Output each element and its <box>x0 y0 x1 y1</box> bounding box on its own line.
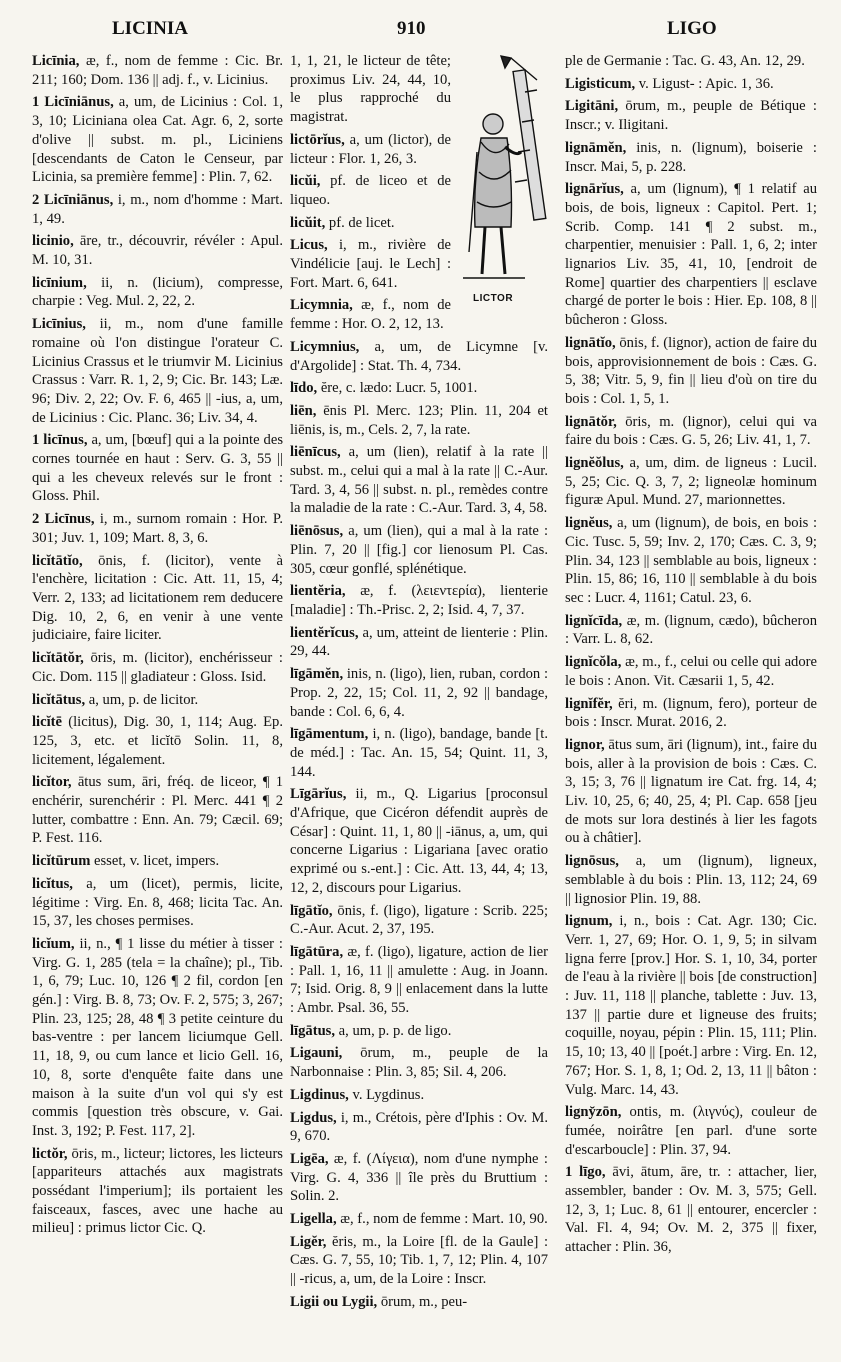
entry-definition: a, um, atteint de lienterie : Plin. 29, 44. <box>290 624 548 660</box>
dictionary-entry <box>32 431 283 506</box>
dictionary-entry <box>32 852 283 871</box>
entry-definition: a, um (lien), relatif à la rate || subst. m., celui qui a mal à la rate || C.-Aur. Tard. 3, 4, 56 || subst. n. pl., remèdes contre la maladie de la rate : C.-Aur. Tard. 3, 4, 58. <box>290 444 548 517</box>
entry-headword: lignātĭo, <box>565 334 616 351</box>
dictionary-entry <box>565 612 817 649</box>
dictionary-entry <box>565 52 817 71</box>
dictionary-entry <box>290 902 548 939</box>
entry-headword: licĭum, <box>32 935 75 952</box>
entry-definition: a, um, dim. de ligneus : Lucil. 5, 25; Cic. Q. 3, 7, 2; ligneolæ hominum figuræ Apul. Mund. 27, marionnettes. <box>565 455 817 509</box>
entry-definition: æ, f., nom de femme : Cic. Br. 211; 160; Dom. 136 || adj. f., v. Licinius. <box>32 53 283 88</box>
dictionary-entry <box>32 93 283 187</box>
entry-definition: (licitus), Dig. 30, 1, 114; Aug. Ep. 125, 3, etc. et licĭtō Solin. 11, 8, licitement, légalement. <box>32 714 283 768</box>
entry-definition: i, n. (ligo), bandage, bande [t. de méd.] : Tac. An. 15, 54; Quint. 11, 3, 144. <box>290 726 548 780</box>
dictionary-entry <box>32 52 283 89</box>
dictionary-entry <box>32 274 283 311</box>
dictionary-entry <box>290 1233 548 1289</box>
entry-headword: liēnōsus, <box>290 523 344 540</box>
entry-definition: ōris, m. (lignor), celui qui va faire du bois : Cæs. G. 5, 26; Liv. 41, 1, 7. <box>565 413 817 449</box>
entry-definition: ōrum, m., peuple de la Narbonnaise : Plin. 3, 85; Sil. 4, 206. <box>290 1045 548 1081</box>
entry-headword: lignāmĕn, <box>565 139 627 156</box>
fasces-rods <box>513 70 546 220</box>
entry-headword: līgāmentum, <box>290 726 369 743</box>
entry-definition: ĕre, c. lædo: Lucr. 5, 1001. <box>317 380 478 397</box>
column-left <box>32 52 283 1357</box>
header-left-guideword: LICINIA <box>112 18 189 39</box>
entry-definition: v. Lygdinus. <box>348 1086 425 1103</box>
dictionary-entry <box>565 852 817 908</box>
entry-headword: lictōrĭus, <box>290 131 345 148</box>
entry-definition: inis, n. (lignum), boiserie : Inscr. Mai, 5, p. 228. <box>565 139 817 175</box>
entry-headword: lignĕŏlus, <box>565 455 624 472</box>
entry-definition: a, um, [bœuf] qui a la pointe des cornes tournée en haut : Serv. G. 3, 55 || qui a les cheveux relevés sur le front : Gloss. Phil. <box>32 432 283 505</box>
entry-definition: æ, f., nom de femme : Hor. O. 2, 12, 13. <box>290 297 451 333</box>
entry-headword: liēnīcus, <box>290 444 341 461</box>
dictionary-entry <box>32 191 283 228</box>
entry-definition: ōris, m., licteur; lictores, les licteurs [appariteurs attachés aux magistrats possédant l'imperium]; ils portaient les faisceaux, fasces, avec une hache au milieu] : primus lictor Cic. Q. <box>32 1145 283 1237</box>
entry-headword: licĭtātŏr, <box>32 650 84 667</box>
dictionary-entry <box>290 1044 548 1081</box>
entry-headword: Ligdinus, <box>290 1086 349 1103</box>
dictionary-entry <box>290 624 548 661</box>
dictionary-entry <box>290 1086 548 1105</box>
entry-definition: ātus sum, āri, fréq. de liceor, ¶ 1 enchérir, surenchérir : Pl. Merc. 441 ¶ 2 lutter, combattre : Enn. An. 79; Cæcil. 69; P. Fest. 116. <box>32 774 283 847</box>
dictionary-entry <box>290 379 548 398</box>
dictionary-entry <box>32 935 283 1141</box>
entry-definition: ĕri, m. (lignum, fero), porteur de bois : Inscr. Murat. 2016, 2. <box>565 695 817 731</box>
entry-headword: licŭi, <box>290 173 321 190</box>
entry-definition: ii, m., Q. Ligarius [proconsul d'Afrique, que Cicéron défendit auprès de César] : Quint. 11, 1, 80 || -iānus, a, um, qui concerne Ligarius : Ligariana [avec oratio exprimé ou s.-ent.] : Cic. Att. 13, 44, 4; 13, 12, 2, discours pour Ligarius. <box>290 786 548 896</box>
dictionary-entry <box>565 180 817 330</box>
entry-headword: Ligēa, <box>290 1150 329 1167</box>
lictor-head <box>483 114 503 134</box>
entry-headword: lignĭcīda, <box>565 612 623 629</box>
dictionary-entry <box>290 522 548 578</box>
entry-definition: 1, 1, 21, le licteur de tête; proximus Liv. 24, 44, 10, le plus rapproché du magistrat. <box>290 53 451 126</box>
dictionary-entry <box>565 75 817 94</box>
entry-headword: lignārĭus, <box>565 181 624 198</box>
entry-definition: i, m., rivière de Vindélicie [auj. le Lech] : Fort. Mart. 6, 641. <box>290 237 451 291</box>
entry-headword: 1 licīnus, <box>32 432 88 449</box>
entry-headword: Ligauni, <box>290 1045 343 1062</box>
entry-headword: lignātŏr, <box>565 413 617 430</box>
entry-headword: 1 līgo, <box>565 1164 606 1181</box>
entry-definition: a, um (lignum), ¶ 1 relatif au bois, de bois, ligneux : Capitol. Pert. 1; Scrib. Comp. 141 ¶ 2 subst. m., charpentier, menuisier : Pall. 1, 6, 2; inter lignarios Liv. 35, 41, 10, [endroit de Rome] quartier des charpentiers || esclave chargé de porter le bois : Hier. Ep. 108, 8 || bûcheron : Gloss. <box>565 181 817 329</box>
dictionary-entry <box>565 334 817 409</box>
entry-definition: āre, tr., découvrir, révéler : Apul. M. 10, 31. <box>32 233 283 269</box>
entry-headword: Līgārĭus, <box>290 786 347 803</box>
entry-headword: Ligitāni, <box>565 98 619 115</box>
dictionary-entry <box>565 653 817 690</box>
entry-headword: Licymnia, <box>290 297 353 314</box>
lictor-illustration <box>455 52 548 304</box>
entry-definition: a, um, p. p. de ligo. <box>335 1022 452 1039</box>
entry-definition: a, um (lictor), de licteur : Flor. 1, 26, 3. <box>290 131 451 167</box>
header-right-guideword: LIGO <box>667 18 717 39</box>
entry-headword: lignĭcŏla, <box>565 654 622 671</box>
dictionary-entry <box>290 665 548 721</box>
entry-definition: ōnis, f. (ligo), ligature : Scrib. 225; C.-Aur. Acut. 2, 37, 195. <box>290 902 548 938</box>
column-right <box>565 52 817 1357</box>
entry-headword: Ligdus, <box>290 1109 337 1126</box>
lictor-figure-drawing <box>455 52 548 288</box>
dictionary-entry <box>32 552 283 646</box>
axe-blade <box>501 56 511 68</box>
entry-definition: a, um, p. de licitor. <box>85 691 199 708</box>
dictionary-entry <box>32 232 283 269</box>
entry-definition: a, um (lignum), de bois, en bois : Cic. Tusc. 5, 59; Inv. 2, 170; Cæs. C. 3, 9; Plin. 34, 123 || semblable au bois, ligneux : Plin. 15, 86; 16, 110 || semblable à du bois sec : Lucr. 4, 1161; Catul. 23, 6. <box>565 515 817 606</box>
dictionary-entry <box>290 725 548 781</box>
entry-definition: pf. de liceo et de liqueo. <box>290 173 451 208</box>
entry-definition: ōnis, f. (licitor), vente à l'enchère, licitation : Cic. Att. 11, 15, 4; Verr. 2, 133; ad licitationem rem deducere Dig. 10, 2, 6, en venir à une vente judiciaire, faire liciter. <box>32 552 283 644</box>
entry-headword: lientĕrĭcus, <box>290 624 359 641</box>
entry-headword: ligny̆zōn, <box>565 1104 622 1121</box>
entry-headword: licĭtus, <box>32 875 73 892</box>
dictionary-entry <box>290 785 548 897</box>
entry-headword: līgātĭo, <box>290 902 333 919</box>
entry-headword: lignĕus, <box>565 515 613 532</box>
entry-headword: lignor, <box>565 736 605 753</box>
entry-definition: āvi, ātum, āre, tr. : attacher, lier, assembler, bander : Ov. M. 3, 575; Gell. 12, 3, 1; Luc. 8, 61 || entourer, encercler : Val. Fl. 4, 94; Ov. M. 2, 375 || fixer, attacher : Plin. 36, <box>565 1164 817 1256</box>
entry-headword: līgātūra, <box>290 943 344 960</box>
entry-definition: esset, v. licet, impers. <box>90 853 220 870</box>
entry-headword: licŭit, <box>290 214 326 231</box>
dictionary-entry <box>290 1109 548 1146</box>
dictionary-entry <box>290 1022 548 1041</box>
entry-headword: Licus, <box>290 237 328 254</box>
entry-headword: lignum, <box>565 913 613 930</box>
dictionary-entry <box>565 736 817 848</box>
entry-definition: i, m., nom d'homme : Mart. 1, 49. <box>32 191 283 227</box>
entry-headword: lientĕria, <box>290 583 346 600</box>
dictionary-entry <box>32 875 283 931</box>
dictionary-entry <box>290 1150 548 1206</box>
entry-definition: v. Ligust- : Apic. 1, 36. <box>635 75 774 92</box>
page-number: 910 <box>397 18 426 39</box>
dictionary-entry <box>32 649 283 686</box>
entry-definition: a, um (licet), permis, licite, légitime : Virg. En. 8, 468; licita Tac. An. 15, 37, les choses permises. <box>32 875 283 930</box>
dictionary-entry <box>565 1103 817 1159</box>
entry-definition: pf. de licet. <box>325 214 395 231</box>
entry-headword: Ligii ou Lygii, <box>290 1293 378 1310</box>
entry-definition: ii, n. (licium), compresse, charpie : Veg. Mul. 2, 22, 2. <box>32 274 283 310</box>
entry-definition: ōnis, f. (lignor), action de faire du bois, approvisionnement de bois : Cæs. G. 5, 38; Vitr. 5, 9, fin || lieu d'où on tire du bois : Col. 1, 5, 1. <box>565 334 817 407</box>
entry-headword: lictŏr, <box>32 1145 68 1162</box>
dictionary-entry <box>32 510 283 547</box>
entry-definition: æ, f. (λειεντερία), lienterie [maladie] : Th.-Prisc. 2, 2; Isid. 4, 7, 37. <box>290 583 548 618</box>
entry-headword: 1 Licīniānus, <box>32 94 114 111</box>
dictionary-entry <box>290 338 548 375</box>
entry-headword: licīnium, <box>32 274 87 291</box>
entry-definition: inis, n. (ligo), lien, ruban, cordon : Prop. 2, 22, 15; Col. 11, 2, 92 || bandage, bande : Col. 6, 6, 4. <box>290 666 548 720</box>
entry-definition: i, m., Crétois, père d'Iphis : Ov. M. 9, 670. <box>290 1109 548 1145</box>
entry-definition: a, um (lien), qui a mal à la rate : Plin. 7, 20 || [fig.] cor lienosum Pl. Cas. 305, cœur gonflé, splénétique. <box>290 523 548 577</box>
entry-definition: ple de Germanie : Tac. G. 43, An. 12, 29. <box>565 53 805 69</box>
entry-definition: ii, m., nom d'une famille romaine où l'on distingue l'orateur C. Licinius Crassus et le triumvir M. Licinius Crassus : Varr. R. 1, 2, 9; Cic. Br. 143; Læ. 96; Div. 2, 22; Ov. F. 6, 465 || -ius, a, um, de Licinius : Cic. Planc. 36; Liv. 34, 4. <box>32 316 283 426</box>
entry-headword: Ligĕr, <box>290 1233 327 1250</box>
dictionary-entry <box>565 1163 817 1257</box>
entry-definition: a, um, de Licymne [v. d'Argolide] : Stat. Th. 4, 734. <box>290 338 548 374</box>
entry-headword: licĭtūrum <box>32 853 91 870</box>
entry-definition: ōris, m. (licitor), enchérisseur : Cic. Dom. 115 || gladiateur : Gloss. Isid. <box>32 650 283 685</box>
illustration-caption: LICTOR <box>473 293 514 304</box>
entry-headword: Ligella, <box>290 1211 337 1228</box>
dictionary-entry <box>565 97 817 134</box>
entry-headword: Ligisticum, <box>565 75 636 92</box>
dictionary-entry <box>32 315 283 427</box>
entry-headword: līgātus, <box>290 1022 336 1039</box>
dictionary-entry <box>565 413 817 450</box>
entry-definition: æ, f. (Λίγεια), nom d'une nymphe : Virg. G. 4, 336 || île près du Bruttium : Solin. 2. <box>290 1150 548 1205</box>
entry-definition: ii, n., ¶ 1 lisse du métier à tisser : Virg. G. 1, 285 (tela = la chaîne); pl., Tib. 1, 6, 79; Luc. 10, 126 ¶ 2 fil, cordon [en gén.] : Virg. B. 8, 73; Ov. F. 2, 575; 3, 267; Plin. 23, 125; 28, 48 ¶ 3 petite ceinture du bas-ventre : per lancem liciumque Gell. 11, 18, 9, ou cum lance et licio Gell. 16, 10, 8, sorte d'enquête faite dans une maison à la suite d'un vol qui s'y est commis [question très obscure, v. Gai. Inst. 3, 192; P. Fest. 117, 2]. <box>32 935 283 1139</box>
entry-headword: licinio, <box>32 233 74 250</box>
dictionary-entry <box>290 582 548 619</box>
entry-headword: 2 Licīnus, <box>32 511 95 528</box>
entry-headword: licĭtē <box>32 714 62 731</box>
entry-definition: ontis, m. (λιγνύς), couleur de fumée, noirâtre [en parl. d'une sorte d'escarboucle] : Plin. 37, 94. <box>565 1104 817 1158</box>
lictor-toga <box>475 138 512 227</box>
entry-headword: liēn, <box>290 402 317 419</box>
entry-definition: æ, f., nom de femme : Mart. 10, 90. <box>336 1211 548 1228</box>
column-middle <box>290 52 548 1357</box>
dictionary-entry <box>32 773 283 848</box>
entry-headword: Licīnia, <box>32 53 80 69</box>
dictionary-entry <box>565 695 817 732</box>
dictionary-entry <box>565 139 817 176</box>
dictionary-entry <box>290 943 548 1018</box>
entry-definition: a, um, de Licinius : Col. 1, 3, 10; Liciniana olea Cat. Agr. 6, 2, sorte d'olive || subst. m. pl., Liciniens [descendants de Caton le Censeur, par Licinia, sa première femme] : Plin. 7, 62. <box>32 94 283 186</box>
dictionary-entry <box>290 1210 548 1229</box>
entry-definition: ĕris, m., la Loire [fl. de la Gaule] : Cæs. G. 7, 55, 10; Tib. 1, 7, 12; Plin. 4, 107 || -ricus, a, um, de la Loire : Inscr. <box>290 1233 548 1288</box>
entry-definition: ātus sum, āri (lignum), int., faire du bois, aller à la provision de bois : Cæs. C. 3, 15; 3, 76 || lignatum ire Cat. frg. 14, 4; Liv. 10, 25, 6; 40, 25, 4; Pl. Cap. 658 [jeu de mots sur lora destinés à lier les fagots ou à châtier]. <box>565 736 817 847</box>
dictionary-entry <box>565 912 817 1099</box>
entry-headword: licĭtātĭo, <box>32 552 83 569</box>
dictionary-entry <box>290 1293 548 1312</box>
dictionary-entry <box>290 443 548 518</box>
entry-definition: æ, m. (lignum, cædo), bûcheron : Varr. L. 8, 62. <box>565 612 817 648</box>
dictionary-entry <box>290 402 548 439</box>
dictionary-entry <box>32 713 283 769</box>
dictionary-entry <box>32 691 283 710</box>
entry-headword: licĭtātus, <box>32 691 86 708</box>
entry-headword: Licīnius, <box>32 316 86 333</box>
entry-definition: a, um (lignum), ligneux, semblable à du bois : Plin. 13, 112; 24, 69 || lignosior Plin. 19, 88. <box>565 853 817 907</box>
entry-definition: i, m., surnom romain : Hor. P. 301; Juv. 1, 109; Mart. 8, 3, 6. <box>32 511 283 546</box>
entry-definition: ōrum, m., peuple de Bétique : Inscr.; v. Iligitani. <box>565 98 817 134</box>
running-header <box>0 18 841 48</box>
entry-definition: i, n., bois : Cat. Agr. 130; Cic. Verr. 1, 27, 69; Hor. O. 1, 9, 5; in silvam ligna ferre [prov.] Hor. S. 1, 10, 34, porter de l'eau à la rivière || bois [de construction] : Juv. 11, 118 || planche, tablette : Juv. 13, 137 || partie dure et ligneuse des fruits; coquille, noyau, pépin : Plin. 15, 111; Plin. 15, 10; 13, 40 || [poét.] arbre : Virg. En. 12, 767; Hor. S. 1, 8, 1; Od. 2, 13, 11 || bâton : Vulg. Marc. 14, 43. <box>565 913 817 1098</box>
entry-headword: Licymnius, <box>290 338 360 355</box>
entry-headword: lignĭfĕr, <box>565 695 613 712</box>
dictionary-entry <box>565 454 817 510</box>
entry-headword: līdo, <box>290 380 318 397</box>
entry-definition: æ, f. (ligo), ligature, action de lier : Pall. 1, 16, 11 || amulette : Aug. in Joann. 7; Isid. Orig. 8, 9 || enlacement dans la lutte : Ambr. Psal. 36, 55. <box>290 943 548 1017</box>
entry-headword: līgāmĕn, <box>290 666 344 683</box>
entry-headword: lignōsus, <box>565 853 619 870</box>
entry-definition: ōrum, m., peu- <box>377 1293 468 1310</box>
entry-definition: ēnis Pl. Merc. 123; Plin. 11, 204 et liēnis, is, m., Cels. 2, 7, la rate. <box>290 402 548 438</box>
entry-headword: 2 Licīniānus, <box>32 191 114 208</box>
entry-headword: licĭtor, <box>32 774 72 791</box>
dictionary-entry <box>565 514 817 608</box>
dictionary-entry <box>32 1145 283 1239</box>
entry-definition: æ, m., f., celui ou celle qui adore le bois : Anon. Vit. Cæsarii 1, 5, 42. <box>565 654 817 689</box>
